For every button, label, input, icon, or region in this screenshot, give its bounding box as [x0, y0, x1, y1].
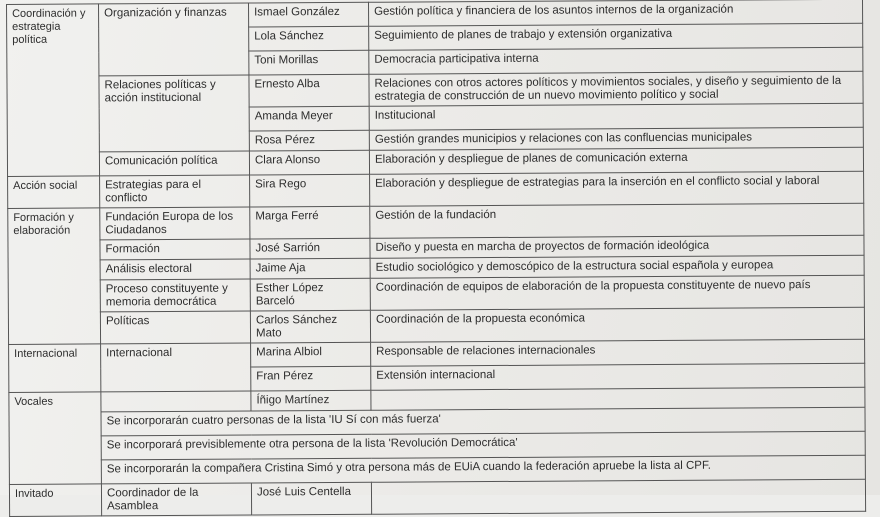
organization-table [6, 0, 866, 517]
task-cell: Gestión política y financiera de los asuntos internos de la organización [368, 0, 862, 26]
task-cell: Democracia participativa interna [369, 47, 863, 74]
task-cell: Extensión internacional [371, 363, 865, 390]
area-cell: Internacional [9, 344, 101, 393]
name-cell: Ernesto Alba [249, 74, 369, 107]
task-cell: Estudio sociológico y demoscópico de la estructura social española y europea [370, 255, 864, 278]
task-cell: Elaboración y despliegue de estrategias para la inserción en el conflicto social y laboral [370, 171, 864, 206]
table-row [9, 479, 865, 516]
area-cell: Formación y elaboración [8, 208, 101, 345]
name-cell: José Sarrión [250, 238, 370, 259]
unit-cell: Políticas [100, 311, 250, 344]
name-cell: José Luis Centella [251, 482, 371, 515]
note-cell: Se incorporarán la compañera Cristina Simó y otra persona más de EUiA cuando la federación apruebe la lista al CPF. [101, 455, 865, 484]
area-cell: Vocales [9, 392, 102, 485]
name-cell: Ismael González [248, 2, 368, 27]
unit-cell: Formación [100, 239, 250, 260]
task-cell: Coordinación de la propuesta económica [370, 307, 864, 342]
unit-cell: Relaciones políticas y acción institucional [99, 75, 249, 152]
unit-cell: Coordinador de la Asamblea [101, 483, 251, 516]
note-cell: Se incorporarán cuatro personas de la lista 'IU Sí con más fuerza' [101, 407, 865, 436]
name-cell: Carlos Sánchez Mato [250, 310, 370, 343]
name-cell: Marina Albiol [251, 342, 371, 367]
unit-cell: Análisis electoral [100, 259, 250, 280]
task-cell [371, 479, 865, 514]
name-cell: Esther López Barceló [250, 278, 370, 311]
unit-cell: Comunicación política [99, 151, 249, 176]
area-cell: Invitado [9, 484, 101, 517]
table-row [7, 71, 863, 108]
task-cell: Responsable de relaciones internacionales [371, 339, 865, 366]
table-row [8, 203, 864, 240]
task-cell: Gestión grandes municipios y relaciones con las confluencias municipales [369, 127, 863, 150]
name-cell: Amanda Meyer [249, 106, 369, 131]
unit-cell: Proceso constituyente y memoria democrática [100, 279, 250, 312]
table-row [8, 171, 864, 208]
name-cell: Fran Pérez [251, 366, 371, 391]
name-cell: Marga Ferré [250, 206, 370, 239]
unit-cell: Internacional [101, 343, 251, 392]
name-cell: Clara Alonso [249, 150, 369, 175]
name-cell: Toni Morillas [249, 50, 369, 75]
note-cell: Se incorporará previsiblemente otra persona de la lista 'Revolución Democrática' [101, 431, 865, 460]
area-cell: Acción social [8, 176, 100, 209]
task-cell: Coordinación de equipos de elaboración de la propuesta constituyente de nuevo país [370, 275, 864, 310]
unit-cell: Fundación Europa de los Ciudadanos [100, 207, 250, 240]
unit-cell: Estrategias para el conflicto [100, 175, 250, 208]
table-row [8, 275, 864, 312]
task-cell: Elaboración y despliegue de planes de comunicación externa [369, 147, 863, 174]
unit-cell: Organización y finanzas [99, 3, 249, 76]
task-cell: Diseño y puesta en marcha de proyectos de formación ideológica [370, 235, 864, 258]
task-cell: Institucional [369, 103, 863, 130]
task-cell: Relaciones con otros actores políticos y movimientos sociales, y diseño y seguimiento de la estrategia de construcción de un nuevo movimiento político y social [369, 71, 863, 106]
unit-cell [101, 391, 251, 412]
task-cell: Gestión de la fundación [370, 203, 864, 238]
name-cell: Íñigo Martínez [251, 390, 371, 411]
area-cell: Coordinación y estrategia política [7, 4, 100, 177]
table-row [8, 307, 864, 344]
task-cell: Seguimiento de planes de trabajo y extensión organizativa [369, 23, 863, 50]
name-cell: Jaime Aja [250, 258, 370, 279]
name-cell: Lola Sánchez [249, 26, 369, 51]
name-cell: Sira Rego [250, 174, 370, 207]
name-cell: Rosa Pérez [249, 130, 369, 151]
